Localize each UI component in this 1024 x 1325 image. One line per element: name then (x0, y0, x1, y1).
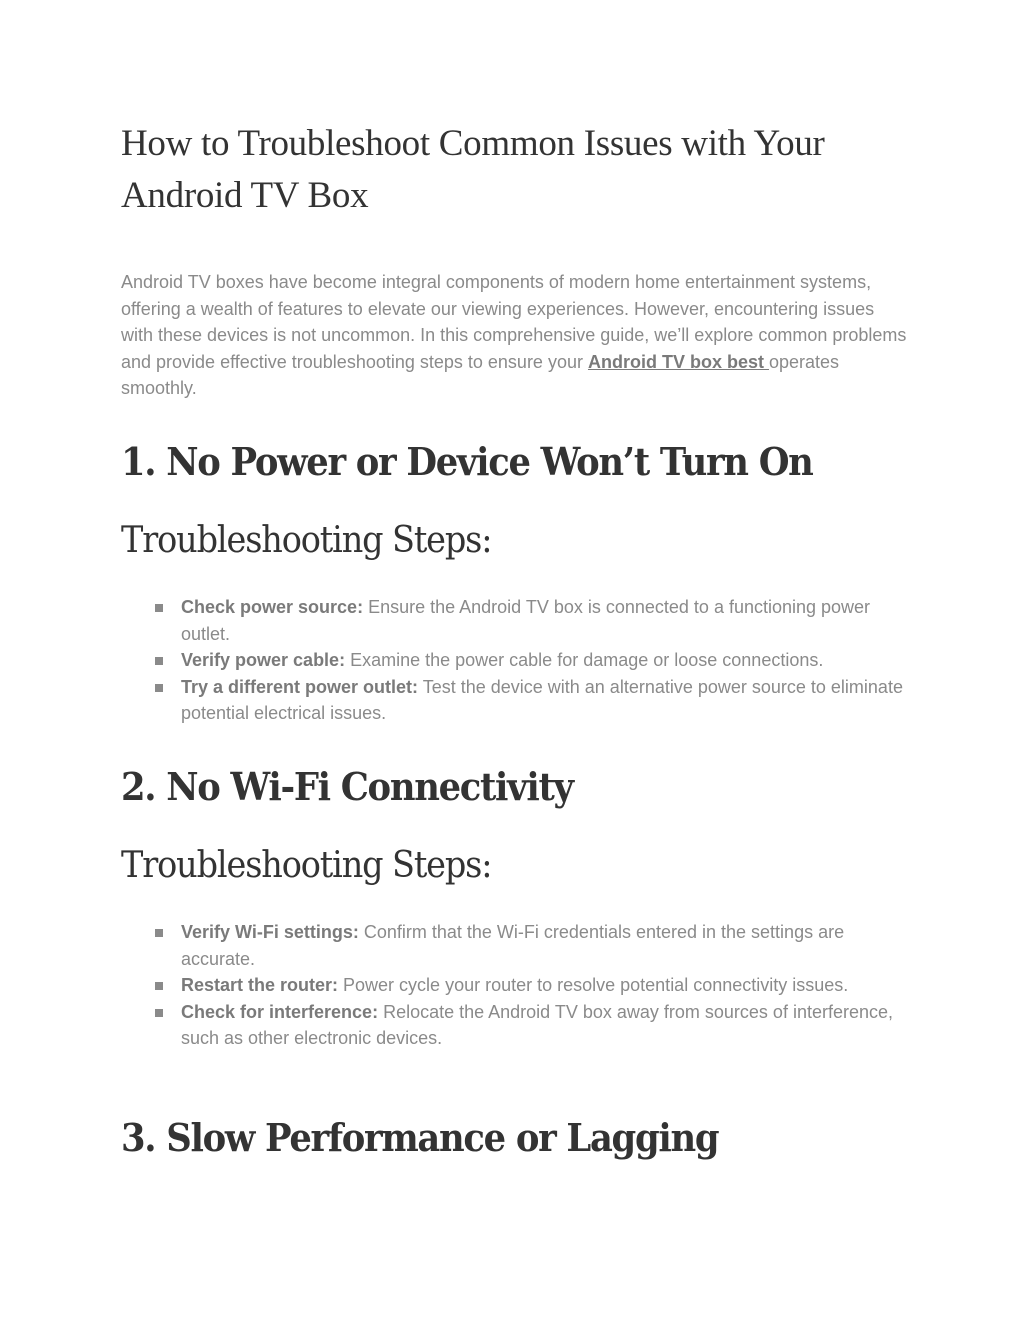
square-bullet-icon (155, 929, 163, 937)
android-tv-box-link[interactable]: Android TV box best (587, 351, 769, 372)
step-label: Check power source: (181, 597, 364, 617)
step-text: Confirm that the Wi-Fi credentials entered in the settings are accurate. (181, 922, 845, 969)
section-subheading-steps: Troubleshooting Steps: (121, 845, 492, 886)
list-item (121, 999, 911, 1052)
step-text: Ensure the Android TV box is connected to a functioning power outlet. (181, 597, 871, 644)
steps-list (121, 919, 911, 1052)
list-item (121, 647, 911, 674)
steps-list (121, 594, 911, 727)
square-bullet-icon (155, 982, 163, 990)
list-item (121, 972, 911, 999)
step-text: Test the device with an alternative power source to eliminate potential electrical issues. (181, 676, 903, 724)
step-label: Try a different power outlet: (181, 676, 419, 697)
square-bullet-icon (155, 684, 163, 692)
step-text: Examine the power cable for damage or loose connections. (345, 650, 824, 671)
list-item (121, 674, 911, 727)
intro-text-end: operates smoothly. (121, 351, 840, 399)
step-text: Power cycle your router to resolve potential connectivity issues. (338, 975, 849, 996)
step-text: Relocate the Android TV box away from sources of interference, such as other electronic devices. (181, 1001, 893, 1049)
document-title: How to Troubleshoot Common Issues with Your Android TV Box (121, 123, 825, 216)
section-heading-no-power: 1. No Power or Device Won’t Turn On (121, 439, 813, 484)
section-subheading-steps: Troubleshooting Steps: (121, 520, 492, 561)
step-label: Verify power cable: (181, 650, 346, 671)
square-bullet-icon (155, 1009, 163, 1017)
square-bullet-icon (155, 657, 163, 665)
step-label: Restart the router: (181, 975, 339, 996)
intro-paragraph (121, 269, 911, 402)
section-heading-no-wifi: 2. No Wi-Fi Connectivity (121, 764, 573, 809)
step-label: Check for interference: (181, 1001, 379, 1022)
square-bullet-icon (155, 604, 163, 612)
step-label: Verify Wi-Fi settings: (181, 922, 359, 942)
section-heading-slow-performance: 3. Slow Performance or Lagging (121, 1115, 719, 1160)
list-item (121, 919, 911, 972)
list-item (121, 594, 911, 647)
intro-text: Android TV boxes have become integral components of modern home entertainment systems, offering a wealth of features to elevate our viewing experiences. However, encountering issues with these devices is not uncommon. In this comprehensive guide, we’ll explore common problems and provide effective troubleshooting steps to ensure your (121, 272, 907, 372)
